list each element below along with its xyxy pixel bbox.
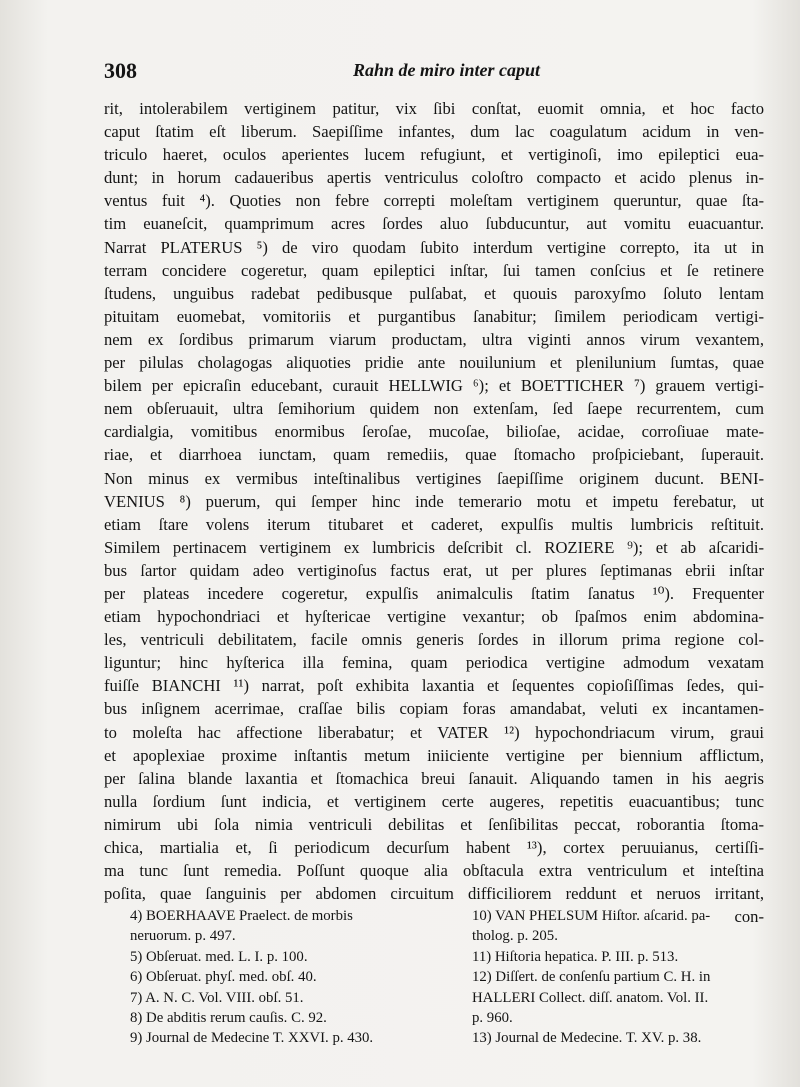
text-line: les, ventriculi debilitatem, facile omnis generis ſordes in illorum prima regione col- bbox=[104, 630, 764, 650]
text-line: poſita, quae ſanguinis per abdomen circuitum difficiliorem reddunt et neruos irritant, bbox=[104, 884, 764, 904]
footnote-continuation: tholog. p. 205. bbox=[472, 928, 558, 945]
footnote-continuation: HALLERI Collect. diſſ. anatom. Vol. II. bbox=[472, 989, 709, 1006]
text-line: tim euaneſcit, quamprimum acres ſordes aluo ſubducuntur, aut vomitu euacuantur. bbox=[104, 214, 764, 234]
footnotes bbox=[130, 906, 766, 1046]
footnote: 12) Diſſert. de conſenſu partium C. H. in bbox=[472, 969, 711, 986]
text-line: riae, et diarrhoea iunctam, quam remediis, quae ſtomacho proſpiciebant, ſuperauit. bbox=[104, 445, 764, 465]
text-line: nulla ſordium ſunt indicia, et vertiginem certe augeres, repetitis euacuantibus; tunc bbox=[104, 791, 764, 811]
text-line: to moleſta hac affectione liberabatur; et VATER ¹²) hypochondriacum virum, graui bbox=[104, 722, 764, 742]
catchword: con- bbox=[734, 907, 764, 927]
text-line: chica, martialia et, ſi periodicum decurſum habent ¹³), cortex peruuianus, certiſſi- bbox=[104, 838, 764, 857]
footnotes-left-column bbox=[130, 906, 442, 1049]
text-line: VENIUS ⁸) puerum, qui ſemper hinc inde temerario motu et impetu ferebatur, ut bbox=[104, 491, 764, 511]
text-line: Similem pertinacem vertiginem ex lumbricis deſcribit cl. ROZIERE ⁹); et ab aſcaridi- bbox=[104, 537, 764, 557]
text-line: triculo haeret, oculos aperientes lucem refugiunt, et vertiginoſi, imo epileptici eua- bbox=[104, 145, 764, 165]
text-line: bus inſignem acerrimae, craſſae bilis copiam foras amandabat, veluti ex incantamen- bbox=[104, 699, 764, 719]
text-line: fuiſſe BIANCHI ¹¹) narrat, poſt exhibita laxantia et ſequentes copioſiſſimas ſedes, qui- bbox=[104, 676, 764, 696]
text-line: ſtudens, unguibus radebat pedibusque pulſabat, et quouis paroxyſmo ſoluto lentam bbox=[104, 283, 764, 303]
text-line: et apoplexiae proxime inſtantis metum iniiciente vertigine per biennium afflictum, bbox=[104, 745, 764, 765]
text-line: pituitam euomebat, vomitoriis et purgantibus ſanabitur; ſimilem periodicam vertigi- bbox=[104, 306, 764, 326]
footnote: 4) BOERHAAVE Praelect. de morbis bbox=[130, 908, 353, 924]
text-line: terram concidere cogeretur, quam epileptici inſtar, ſui tamen conſcius et ſe retinere bbox=[104, 260, 764, 280]
text-line: etiam ſtare volens iterum titubaret et caderet, expulſis multis lumbricis reſtituit. bbox=[104, 514, 764, 534]
footnote: 10) VAN PHELSUM Hiſtor. aſcarid. pa- bbox=[472, 908, 711, 924]
footnote: 11) Hiſtoria hepatica. P. III. p. 513. bbox=[472, 948, 679, 965]
text-line: liguntur; hinc hyſterica illa femina, quam periodica vertigine admodum vexatam bbox=[104, 653, 764, 673]
page-number: 308 bbox=[104, 58, 137, 83]
footnote: 8) De abditis rerum cauſis. C. 92. bbox=[130, 1009, 327, 1026]
text-line: bilem per epicraſin educebant, curauit HELLWIG ⁶); et BOETTICHER ⁷) grauem vertigi- bbox=[104, 376, 764, 396]
text-line: rit, intolerabilem vertiginem patitur, vix ſibi conſtat, euomit omnia, et hoc facto bbox=[104, 99, 764, 118]
running-head: Rahn de miro inter caput bbox=[352, 60, 540, 80]
text-line: per ſalina blande laxantia et ſtomachica breui ſanauit. Aliquando tamen in his aegris bbox=[104, 768, 764, 788]
text-line: nimirum ubi ſola nimia ventriculi debilitas et ſenſibilitas peccat, roborantia ſtoma- bbox=[104, 814, 764, 834]
footnote: 13) Journal de Medecine. T. XV. p. 38. bbox=[472, 1030, 702, 1047]
main-text bbox=[104, 97, 764, 928]
footnote: 7) A. N. C. Vol. VIII. obſ. 51. bbox=[130, 989, 304, 1006]
footnote-continuation: p. 960. bbox=[472, 1009, 513, 1026]
text-line: etiam hypochondriaci et hyſtericae vertigine vexantur; ob ſpaſmos enim abdomina- bbox=[104, 607, 764, 627]
text-line: Narrat PLATERUS ⁵) de viro quodam ſubito interdum vertigine correpto, ita ut in bbox=[104, 237, 764, 257]
footnote-continuation: neruorum. p. 497. bbox=[130, 928, 236, 945]
footnote: 9) Journal de Medecine T. XXVI. p. 430. bbox=[130, 1030, 374, 1047]
footnote: 6) Obſeruat. phyſ. med. obſ. 40. bbox=[130, 969, 317, 986]
text-line: nem obſeruauit, ultra ſemihorium quidem non extenſam, ſed ſaepe recurrentem, cum bbox=[104, 399, 764, 419]
text-line: caput ſtatim eſt liberum. Saepiſſime infantes, dum lac coagulatum acidum in ven- bbox=[104, 122, 764, 142]
text-line: bus ſartor quidam adeo vertiginoſus factus erat, ut per plures ſeptimanas ebrii inſtar bbox=[104, 560, 764, 580]
text-line: cardialgia, vomitibus enormibus ſeroſae, mucoſae, bilioſae, acidae, corroſiuae mate- bbox=[104, 422, 764, 442]
text-line: per plateas incedere cogeretur, expulſis animalculis ſtatim ſanatus ¹⁰). Frequenter bbox=[104, 583, 764, 603]
text-line: ma tunc ſunt remedia. Poſſunt quoque alia obſtacula extra ventriculum et inteſtina bbox=[104, 861, 764, 881]
text-line: nem ex ſordibus primarum viarum productam, ultra viginti annos virum vexantem, bbox=[104, 329, 764, 349]
text-line: ventus fuit ⁴). Quoties non febre correpti moleſtam vertiginem queruntur, quae ſta- bbox=[104, 191, 764, 211]
text-line: Non minus ex vermibus inteſtinalibus vertigines ſaepiſſime originem ducunt. BENI- bbox=[104, 468, 764, 488]
footnotes-right-column bbox=[472, 906, 766, 1049]
text-line: per pilulas cholagogas aliquoties pridie ante nouilunium et plenilunium ſumtas, quae bbox=[104, 353, 764, 373]
text-line: dunt; in horum cadaueribus apertis ventriculus coloſtro compacto et acido plenus in- bbox=[104, 168, 764, 188]
footnote: 5) Obſeruat. med. L. I. p. 100. bbox=[130, 948, 308, 965]
page-header bbox=[104, 58, 540, 86]
